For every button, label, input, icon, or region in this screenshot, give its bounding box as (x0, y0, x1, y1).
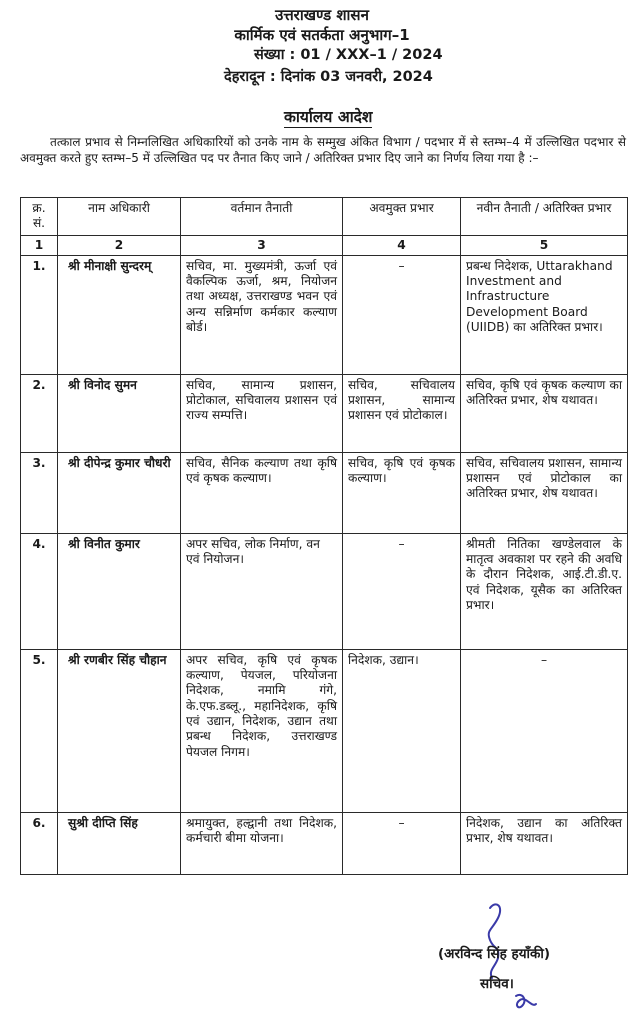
column-number: 2 (58, 235, 181, 255)
row-serial: 2. (21, 374, 58, 452)
column-number: 3 (181, 235, 343, 255)
signatory-designation: सचिव। (480, 976, 514, 992)
new-posting: सचिव, कृषि एवं कृषक कल्याण का अतिरिक्त प्रभार, शेष यथावत। (461, 374, 628, 452)
officer-name: श्री दीपेन्द्र कुमार चौधरी (58, 452, 181, 533)
officer-name: श्री विनोद सुमन (58, 374, 181, 452)
new-posting: निदेशक, उद्यान का अतिरिक्त प्रभार, शेष यथावत। (461, 812, 628, 874)
column-number: 4 (343, 235, 461, 255)
table-row (21, 374, 628, 452)
order-number: संख्या : 01 / XXX–1 / 2024 (254, 47, 443, 63)
row-serial: 4. (21, 533, 58, 649)
relieved-charge: निदेशक, उद्यान। (343, 649, 461, 812)
current-posting: अपर सचिव, कृषि एवं कृषक कल्याण, पेयजल, परियोजना निदेशक, नमामि गंगे, के.एफ.डब्लू., महानिदेशक, कृषि एवं उद्यान, निदेशक, उद्यान तथा प्रबन्ध निदेशक, उत्तराखण्ड पेयजल निगम। (181, 649, 343, 812)
department-title: कार्मिक एवं सतर्कता अनुभाग–1 (234, 26, 410, 44)
new-posting: श्रीमती नितिका खण्डेलवाल के मातृत्व अवकाश पर रहने की अवधि के दौरान निदेशक, आई.टी.डी.ए. एवं निदेशक, यूसैक का अतिरिक्त प्रभार। (461, 533, 628, 649)
new-posting: सचिव, सचिवालय प्रशासन, सामान्य प्रशासन एवं प्रोटोकाल का अतिरिक्त प्रभार, शेष यथावत। (461, 452, 628, 533)
column-number: 5 (461, 235, 628, 255)
relieved-charge: – (343, 255, 461, 374)
column-number-row (21, 235, 628, 255)
table-row (21, 812, 628, 874)
relieved-charge: – (343, 533, 461, 649)
table-row (21, 649, 628, 812)
officer-name: सुश्री दीप्ति सिंह (58, 812, 181, 874)
table-row (21, 255, 628, 374)
document-heading: कार्यालय आदेश (284, 108, 373, 126)
table-row (21, 452, 628, 533)
row-serial: 1. (21, 255, 58, 374)
new-posting: प्रबन्ध निदेशक, Uttarakhand Investment and Infrastructure Development Board (UIIDB) का अतिरिक्त प्रभार। (461, 255, 628, 374)
current-posting: सचिव, मा. मुख्यमंत्री, ऊर्जा एवं वैकल्पिक ऊर्जा, श्रम, नियोजन तथा अध्यक्ष, उत्तराखण्ड भवन एवं अन्य सन्निर्माण कर्मकार कल्याण बोर्ड। (181, 255, 343, 374)
row-serial: 5. (21, 649, 58, 812)
signatory-name: (अरविन्द सिंह हयाँकी) (438, 946, 551, 962)
column-number: 1 (21, 235, 58, 255)
header-serial: क्र. सं. (21, 198, 58, 236)
header-new-posting: नवीन तैनाती / अतिरिक्त प्रभार (461, 198, 628, 236)
relieved-charge: – (343, 812, 461, 874)
relieved-charge: सचिव, कृषि एवं कृषक कल्याण। (343, 452, 461, 533)
header-officer-name: नाम अधिकारी (58, 198, 181, 236)
header-current-posting: वर्तमान तैनाती (181, 198, 343, 236)
row-serial: 6. (21, 812, 58, 874)
current-posting: अपर सचिव, लोक निर्माण, वन एवं नियोजन। (181, 533, 343, 649)
order-date: देहरादून : दिनांक 03 जनवरी, 2024 (224, 69, 433, 85)
new-posting: – (461, 649, 628, 812)
intro-text: तत्काल प्रभाव से निम्नलिखित अधिकारियों को उनके नाम के सम्मुख अंकित विभाग / पदभार में से स्तम्भ–4 में उल्लिखित पदभार से अवमुक्त करते हुए स्तम्भ–5 में उल्लिखित पद पर तैनात किए जाने / अतिरिक्त प्रभार दिए जाने का निर्णय लिया गया है :– (20, 135, 626, 165)
govt-title: उत्तराखण्ड शासन (275, 6, 369, 24)
current-posting: सचिव, सामान्य प्रशासन, प्रोटोकाल, सचिवालय प्रशासन एवं राज्य सम्पत्ति। (181, 374, 343, 452)
officer-name: श्री विनीत कुमार (58, 533, 181, 649)
row-serial: 3. (21, 452, 58, 533)
officer-name: श्री रणबीर सिंह चौहान (58, 649, 181, 812)
relieved-charge: सचिव, सचिवालय प्रशासन, सामान्य प्रशासन एवं प्रोटोकाल। (343, 374, 461, 452)
table-header-row (21, 198, 628, 236)
intro-paragraph (20, 135, 626, 166)
posting-table (20, 197, 628, 875)
current-posting: सचिव, सैनिक कल्याण तथा कृषि एवं कृषक कल्याण। (181, 452, 343, 533)
header-relieved-charge: अवमुक्त प्रभार (343, 198, 461, 236)
current-posting: श्रमायुक्त, हल्द्वानी तथा निदेशक, कर्मचारी बीमा योजना। (181, 812, 343, 874)
officer-name: श्री मीनाक्षी सुन्दरम् (58, 255, 181, 374)
table-row (21, 533, 628, 649)
